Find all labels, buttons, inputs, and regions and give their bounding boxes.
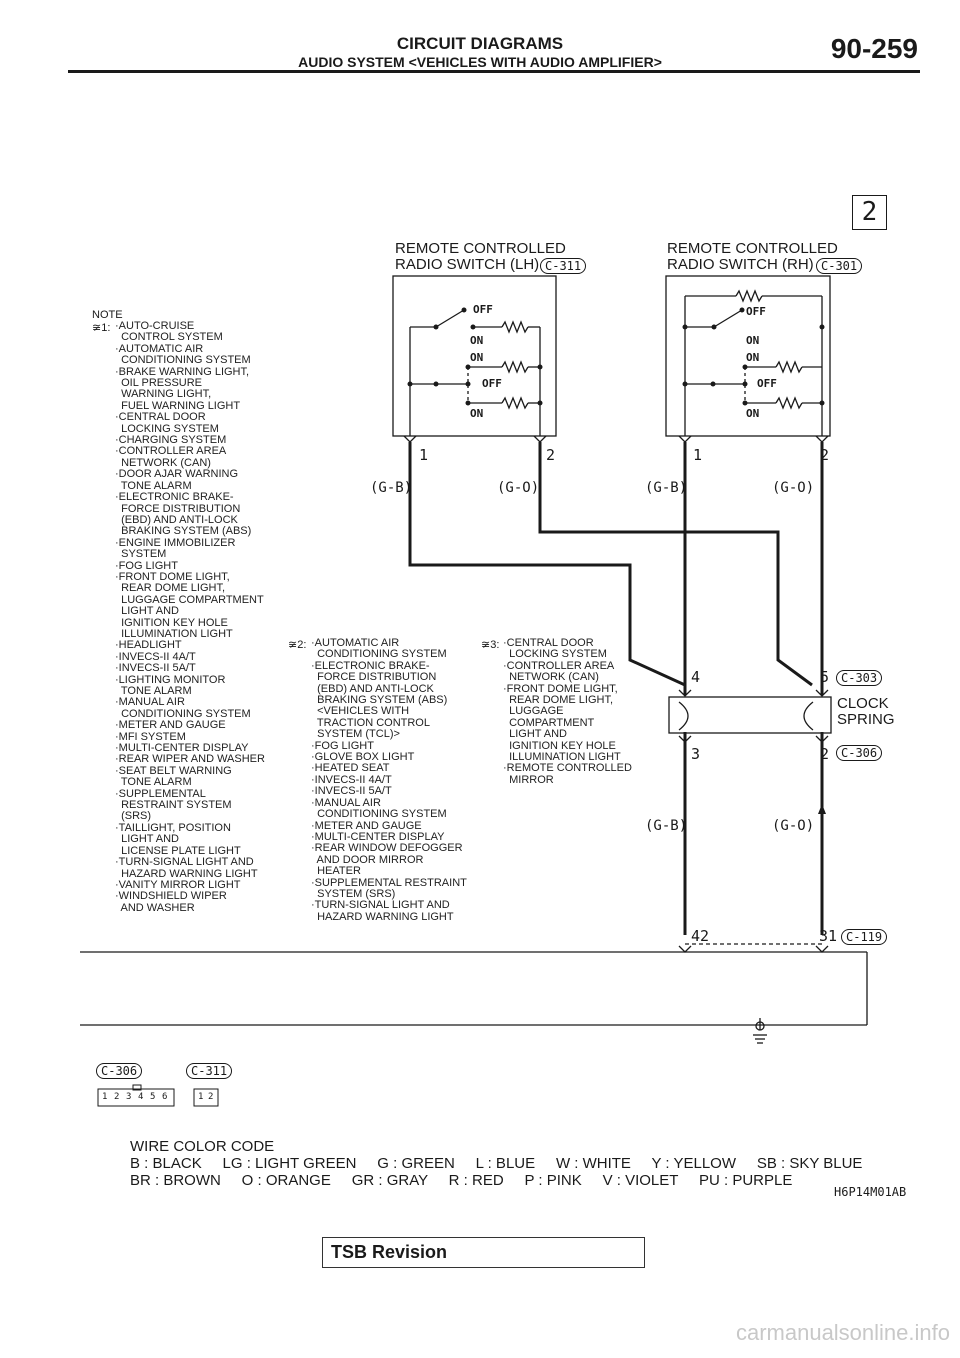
note-3-mark: ≆3: — [481, 639, 500, 651]
wire-color-code-line-2: BR : BROWN O : ORANGE GR : GRAY R : RED P : PINK V : VIOLET PU : PURPLE — [130, 1172, 793, 1189]
wire-color-lh-1: (G-B) — [370, 480, 413, 496]
rh-switch-line2: RADIO SWITCH (RH) — [667, 256, 814, 273]
wire-color-code-line-1: B : BLACK LG : LIGHT GREEN G : GREEN L : BLUE W : WHITE Y : YELLOW SB : SKY BLUE — [130, 1155, 863, 1172]
note-1-list: ·AUTO-CRUISE CONTROL SYSTEM ·AUTOMATIC AIR CONDITIONING SYSTEM ·BRAKE WARNING LIGHT, OIL PRESSURE WARNING LIGHT, FUEL WARNING LIGHT ·CENTRAL DOOR LOCKING SYSTEM ·CHARGING SYSTEM ·CONTROLLER AREA NETWORK (CAN) ·DOOR AJAR WARNING TONE ALARM ·ELECTRONIC BRAKE- FORCE DISTRIBUTION (EBD) AND ANTI-LOCK BRAKING SYSTEM (ABS) ·ENGINE IMMOBILIZER SYSTEM ·FOG LIGHT ·FRONT DOME LIGHT, REAR DOME LIGHT, LUGGAGE COMPARTMENT LIGHT AND IGNITION KEY HOLE ILLUMINATION LIGHT ·HEADLIGHT ·INVECS-II 4A/T ·INVECS-II 5A/T ·LIGHTING MONITOR TONE ALARM ·MANUAL AIR CONDITIONING SYSTEM ·METER AND GAUGE ·MFI SYSTEM ·MULTI-CENTER DISPLAY ·REAR WIPER AND WASHER ·SEAT BELT WARNING TONE ALARM ·SUPPLEMENTAL RESTRAINT SYSTEM (SRS) ·TAILLIGHT, POSITION LIGHT AND LICENSE PLATE LIGHT ·TURN-SIGNAL LIGHT AND HAZARD WARNING LIGHT ·VANITY MIRROR LIGHT ·WINDSHIELD WIPER AND WASHER — [115, 320, 265, 914]
c306-pin-1: 1 — [102, 1092, 108, 1102]
rh-on-label-2: ON — [746, 351, 760, 364]
rh-off-label-1: OFF — [746, 305, 766, 318]
note-1-mark: ≆1: — [92, 322, 111, 334]
lh-switch-connector: C-311 — [540, 258, 586, 274]
diagram-page-box: 2 — [852, 195, 887, 230]
note-3-list: ·CENTRAL DOOR LOCKING SYSTEM ·CONTROLLER AREA NETWORK (CAN) ·FRONT DOME LIGHT, REAR DOME LIGHT, LUGGAGE COMPARTMENT LIGHT AND IGNITION KEY HOLE ILLUMINATION LIGHT ·REMOTE CONTROLLED MIRROR — [503, 637, 632, 786]
c306-pin-3: 3 — [126, 1092, 132, 1102]
c306-pin-4: 4 — [138, 1092, 144, 1102]
clock-spring-title — [837, 696, 895, 728]
lh-switch-line2: RADIO SWITCH (LH) — [395, 256, 540, 273]
rh-switch-line1: REMOTE CONTROLLED — [667, 240, 838, 257]
lh-off-label-2: OFF — [482, 377, 502, 390]
c119-pin-31: 31 — [819, 927, 838, 945]
note-heading: NOTE — [92, 309, 123, 321]
cs-pin-5: 5 — [820, 668, 830, 686]
note-2-mark: ≆2: — [288, 639, 307, 651]
rh-switch-connector: C-301 — [816, 258, 862, 274]
rh-on-label-3: ON — [746, 407, 760, 420]
page-subtitle: AUDIO SYSTEM <VEHICLES WITH AUDIO AMPLIFIER> — [298, 54, 662, 70]
c306-pin-5: 5 — [150, 1092, 156, 1102]
wire-color-cs-2: (G-O) — [772, 818, 815, 834]
wire-color-rh-1: (G-B) — [645, 480, 688, 496]
cs-connector-top: C-303 — [836, 670, 882, 686]
lh-on-label-3: ON — [470, 407, 484, 420]
rh-pin-2: 2 — [820, 446, 830, 464]
cs-connector-bottom: C-306 — [836, 745, 882, 761]
rh-switch-title — [667, 241, 838, 273]
clock-spring-line1: CLOCK — [837, 695, 889, 712]
figure-id: H6P14M01AB — [834, 1185, 907, 1199]
tsb-revision-label: TSB Revision — [331, 1242, 448, 1262]
c119-pin-42: 42 — [691, 927, 710, 945]
rh-on-label-1: ON — [746, 334, 760, 347]
page-number: 90-259 — [830, 33, 918, 64]
c306-view-label: C-306 — [96, 1063, 142, 1079]
rh-pin-1: 1 — [693, 446, 703, 464]
wire-color-code-title: WIRE COLOR CODE — [130, 1138, 275, 1155]
wire-color-rh-2: (G-O) — [772, 480, 815, 496]
note-2-list: ·AUTOMATIC AIR CONDITIONING SYSTEM ·ELECTRONIC BRAKE- FORCE DISTRIBUTION (EBD) AND ANTI-LOCK BRAKING SYSTEM (ABS) <VEHICLES WITH TRACTION CONTROL SYSTEM (TCL)> ·FOG LIGHT ·GLOVE BOX LIGHT ·HEATED SEAT ·INVECS-II 4A/T ·INVECS-II 5A/T ·MANUAL AIR CONDITIONING SYSTEM ·METER AND GAUGE ·MULTI-CENTER DISPLAY ·REAR WINDOW DEFOGGER AND DOOR MIRROR HEATER ·SUPPLEMENTAL RESTRAINT SYSTEM (SRS) ·TURN-SIGNAL LIGHT AND HAZARD WARNING LIGHT — [311, 637, 467, 923]
lh-on-label-1: ON — [470, 334, 484, 347]
c306-pin-2: 2 — [114, 1092, 120, 1102]
wire-color-lh-2: (G-O) — [497, 480, 540, 496]
cs-pin-2: 2 — [820, 745, 830, 763]
cs-pin-4: 4 — [691, 668, 701, 686]
c311-view-label: C-311 — [186, 1063, 232, 1079]
cs-pin-3: 3 — [691, 745, 701, 763]
lh-pin-2: 2 — [546, 446, 556, 464]
c311-pin-1: 1 — [198, 1092, 204, 1102]
lh-on-label-2: ON — [470, 351, 484, 364]
c311-pin-2: 2 — [208, 1092, 214, 1102]
lh-off-label-1: OFF — [473, 303, 493, 316]
rh-off-label-2: OFF — [757, 377, 777, 390]
watermark: carmanualsonline.info — [735, 1320, 950, 1345]
wire-color-cs-1: (G-B) — [645, 818, 688, 834]
lh-switch-line1: REMOTE CONTROLLED — [395, 240, 566, 257]
clock-spring-line2: SPRING — [837, 711, 895, 728]
lh-pin-1: 1 — [419, 446, 429, 464]
tsb-revision-box — [322, 1237, 645, 1268]
c119-connector: C-119 — [841, 929, 887, 945]
page-title: CIRCUIT DIAGRAMS — [396, 34, 564, 53]
c306-pin-6: 6 — [162, 1092, 168, 1102]
